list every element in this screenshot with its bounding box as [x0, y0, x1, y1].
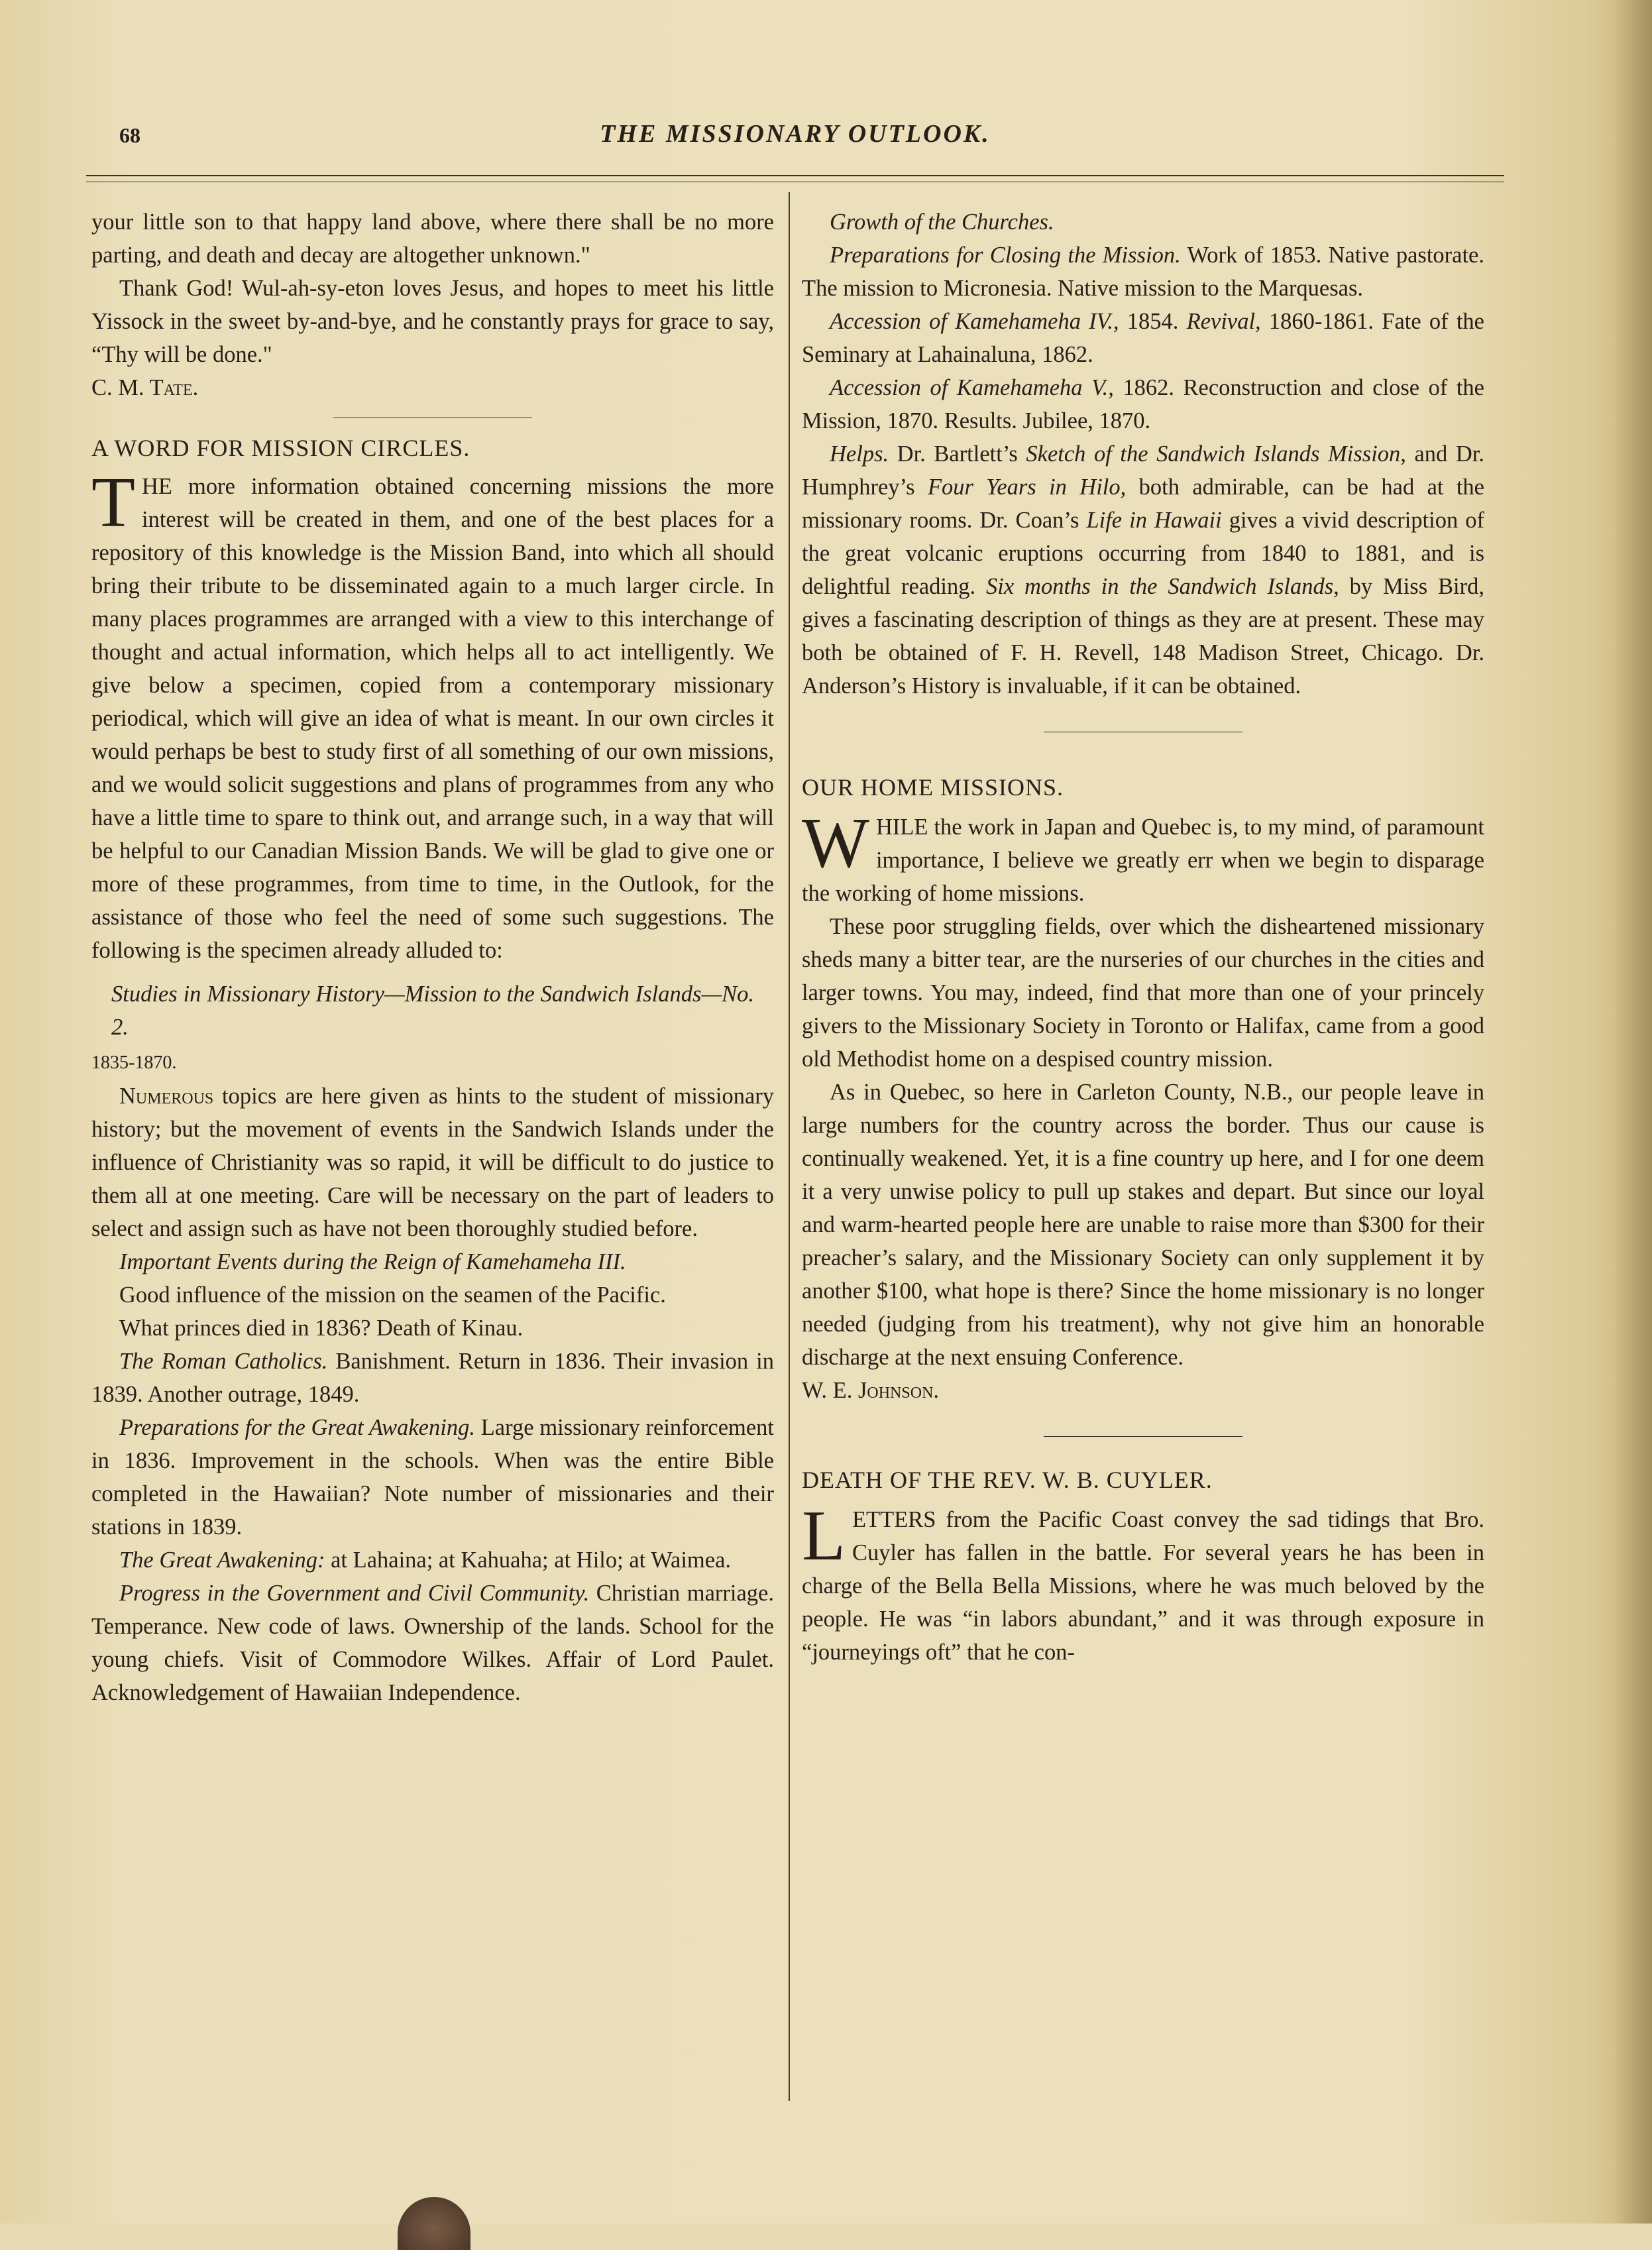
topic-item [91, 1577, 774, 1709]
drop-cap: T [91, 463, 135, 542]
topic-item: What princes died in 1836? Death of Kinau. [119, 1316, 523, 1341]
article-paragraph: As in Quebec, so here in Carleton County, N.B., our people leave in large numbers for the country across the border. Thus our cause is continually weakened. Yet, it is a fine country up here, and I for one deem it a very unwise policy to pull up stakes and depart. But since our loyal and warm-hearted people here are unable to raise more than $300 for their preacher’s salary, and the Missionary Society can only supplement it by another $100, what hope is there? Since the home missionary is no longer needed (judging from his treatment), why not give him an honorable discharge at the next ensuing Conference. [802, 1080, 1484, 1370]
topic-text: at Lahaina; at Kahuaha; at Hilo; at Waimea. [325, 1547, 732, 1573]
topic-text: 1854. [1119, 309, 1187, 334]
continued-paragraph: your little son to that happy land above, where there shall be no more parting, and death and decay are altogether unknown." [91, 209, 774, 268]
topic-text: Large missionary reinforcement in 1836. Improvement in the schools. When was the entire Bible completed in the Hawaiian? Note number of missionaries and their stations in 1839. [91, 1415, 774, 1540]
page-edge-shadow [1612, 0, 1652, 2223]
helps-paragraph [802, 437, 1484, 703]
helps-text: and Dr. Humphrey’s [802, 441, 1484, 500]
topic-title: The Great Awakening: [119, 1547, 325, 1573]
signature: W. E. Johnson. [802, 1378, 940, 1403]
lead-word: Numerous [119, 1084, 214, 1109]
helps-text: Dr. Bartlett’s [889, 441, 1026, 467]
article-heading: OUR HOME MISSIONS. [802, 774, 1064, 801]
signature: C. M. Tate. [91, 375, 199, 400]
topic-title: Preparations for the Great Awakening. [119, 1415, 475, 1440]
topic-heading: Important Events during the Reign of Kamehameha III. [119, 1249, 626, 1274]
column-divider [789, 192, 790, 2101]
book-title: Six months in the Sandwich Islands, [986, 574, 1339, 599]
section-separator [1044, 1436, 1242, 1437]
article-body [91, 463, 774, 967]
article-heading: A WORD FOR MISSION CIRCLES. [91, 435, 470, 461]
left-column [91, 205, 774, 1709]
topic-text: Work of 1853. Native pastorate. The mission to Micronesia. Native mission to the Marquesas. [802, 243, 1484, 301]
article-body [802, 1496, 1484, 1669]
topic-item [802, 239, 1484, 305]
topic-item [802, 371, 1484, 437]
page-number: 68 [119, 123, 140, 147]
topic-title: Progress in the Government and Civil Community. [119, 1581, 590, 1606]
helps-text: by Miss Bird, gives a fascinating description of things as they are at present. These may both be obtained of F. H. Revell, 148 Madison Street, Chicago. Dr. Anderson’s History is invaluable, if it can be obtained. [802, 574, 1485, 699]
book-title: Four Years in Hilo, [927, 475, 1127, 500]
topic-text: 1862. Reconstruction and close of the Mission, 1870. Results. Jubilee, 1870. [802, 375, 1484, 433]
topic-item [91, 1345, 774, 1411]
topic-text: Banishment. Return in 1836. Their invasion in 1839. Another outrage, 1849. [91, 1349, 774, 1407]
topic-title: Accession of Kamehameha IV., [830, 309, 1119, 334]
drop-cap: L [802, 1496, 846, 1575]
topic-title: Preparations for Closing the Mission. [830, 243, 1181, 268]
topic-item [802, 305, 1484, 371]
topic-title: Revival, [1186, 309, 1261, 334]
topic-heading: Growth of the Churches. [830, 209, 1054, 235]
article-text: HE more information obtained concerning missions the more interest will be created in them, and one of the best places for a repository of this knowledge is the Mission Band, into which all should bring their tribute to be disseminated again to a much larger circle. In many places programmes are arranged with a view to this interchange of thought and actual information, which helps all to act intelligently. We give below a specimen, copied from a contemporary missionary periodical, which will give an idea of what is meant. In our own circles it would perhaps be best to study first of all something of our own missions, and we would solicit suggestions and plans of programmes from any who have a little time to spare to think out, and arrange such, in a way that will be helpful to our Canadian Mission Bands. We will be glad to give one or more of these programmes, from time to time, in the Outlook, for the assistance of those who feel the need of some such suggestions. The following is the specimen already alluded to: [91, 474, 774, 963]
journal-title: THE MISSIONARY OUTLOOK. [600, 120, 991, 148]
header-rule [86, 175, 1504, 176]
studies-title: Studies in Missionary History—Mission to the Sandwich Islands—No. 2. [111, 982, 754, 1040]
paragraph-text: topics are here given as hints to the student of missionary history; but the movement of events in the Sandwich Islands under the influence of Christianity was so rapid, it will be difficult to do justice to them all at one meeting. Care will be necessary on the part of leaders to select and assign such as have not been thoroughly studied before. [91, 1084, 774, 1241]
topic-title: Helps. [830, 441, 889, 467]
topic-text: 1860-1861. Fate of the Seminary at Lahainaluna, 1862. [802, 309, 1484, 367]
topic-item [91, 1544, 774, 1577]
helps-text: gives a vivid description of the great volcanic eruptions occurring from 1840 to 1881, and is delightful reading. [802, 508, 1484, 599]
topic-text: Christian marriage. Temperance. New code of laws. Ownership of the lands. School for the young chiefs. Visit of Commodore Wilkes. Affair of Lord Paulet. Acknowledgement of Hawaiian Independence. [91, 1581, 774, 1705]
topic-item [91, 1411, 774, 1544]
article-text: ETTERS from the Pacific Coast convey the sad tidings that Bro. Cuyler has fallen in the battle. For several years he has been in charge of the Bella Bella Missions, where he was much beloved by the people. He was “in labors abundant,” and it was through exposure in “journeyings oft” that he con- [802, 1507, 1484, 1665]
topic-title: The Roman Catholics. [119, 1349, 328, 1374]
article-text: HILE the work in Japan and Quebec is, to my mind, of paramount importance, I believe we greatly err when we begin to disparage the working of home missions. [802, 815, 1484, 906]
book-title: Sketch of the Sandwich Islands Mission, [1026, 441, 1406, 467]
numerous-paragraph [91, 1080, 774, 1245]
topic-item: Good influence of the mission on the seamen of the Pacific. [119, 1282, 666, 1308]
page-header [93, 119, 1498, 159]
article-heading: DEATH OF THE REV. W. B. CUYLER. [802, 1467, 1213, 1493]
helps-text: both admirable, can be had at the missionary rooms. Dr. Coan’s [802, 475, 1484, 533]
studies-years: 1835-1870. [91, 1052, 177, 1073]
topic-title: Accession of Kamehameha V., [830, 375, 1114, 400]
drop-cap: W [802, 804, 869, 883]
book-title: Life in Hawaii [1086, 508, 1222, 533]
right-column [802, 205, 1484, 1669]
article-body [802, 804, 1484, 910]
continued-paragraph-2: Thank God! Wul-ah-sy-eton loves Jesus, and hopes to meet his little Yissock in the sweet by-and-bye, and he constantly prays for grace to say, “Thy will be done." [91, 276, 774, 367]
article-paragraph: These poor struggling fields, over which the disheartened missionary sheds many a bitter tear, are the nurseries of our churches in the cities and larger towns. You may, indeed, find that more than one of your princely givers to the Missionary Society in Toronto or Halifax, came from a good old Methodist home on a despised country mission. [802, 914, 1484, 1072]
